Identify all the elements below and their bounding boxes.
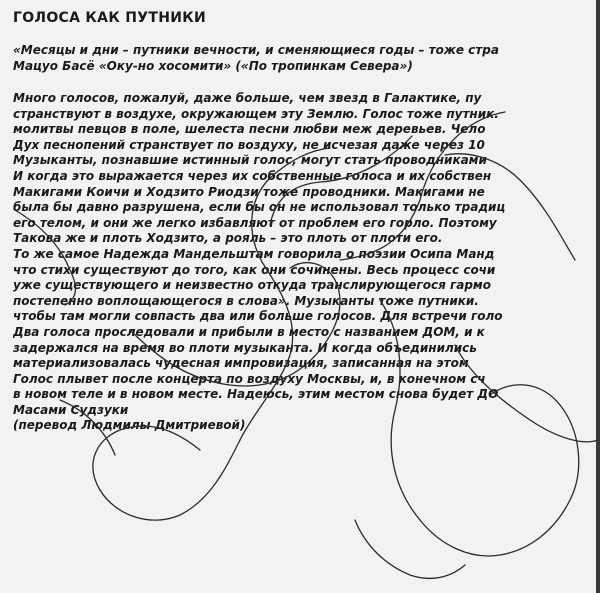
body-line: чтобы там могли совпасть два или больше голосов. Для встречи голо xyxy=(13,309,503,324)
scribble-stroke xyxy=(420,500,570,556)
author-signature: Масами Судзуки xyxy=(13,402,129,417)
body-line: Много голосов, пожалуй, даже больше, чем звезд в Галактике, пу xyxy=(13,91,482,105)
body-line: И когда это выражается через их собственные голоса и их собствен xyxy=(13,168,492,183)
body-line: Такова же и плоть Ходзито, а рояль – это плоть от плоти его. xyxy=(13,231,443,246)
body-line: молитвы певцов в поле, шелеста песни любви меж деревьев. Чело xyxy=(13,122,486,137)
body-line: Два голоса проследовали и прибыли в место с названием ДОМ, и к xyxy=(13,324,485,339)
body-line: постепенно воплощающегося в слова». Музыканты тоже путники. xyxy=(13,293,479,308)
epigraph xyxy=(13,43,600,74)
body-line: в новом теле и в новом месте. Надеюсь, этим местом снова будет ДО xyxy=(13,387,499,402)
body-line: была бы давно разрушена, если бы он не использовал только традиц xyxy=(13,200,506,215)
essay-body xyxy=(13,91,600,434)
body-line: задержался на время во плоти музыканта. И когда объединились xyxy=(13,340,477,355)
body-line: Голос плывет после концерта по воздуху Москвы, и, в конечном сч xyxy=(13,371,486,386)
body-line: странствуют в воздухе, окружающем эту Землю. Голос тоже путник. xyxy=(13,106,499,121)
page-title: ГОЛОСА КАК ПУТНИКИ xyxy=(13,10,206,26)
epigraph-line: «Месяцы и дни – путники вечности, и сменяющиеся годы – тоже стра xyxy=(13,43,499,57)
body-line: Макигами Коичи и Ходзито Риодзи тоже проводники. Макигами не xyxy=(13,184,485,199)
scribble-stroke xyxy=(93,426,200,490)
epigraph-line: Мацуо Басё «Оку-но хосомити» («По тропинкам Севера») xyxy=(13,58,413,73)
body-line: Музыканты, познавшие истинный голос, могут стать проводниками xyxy=(13,153,487,168)
body-line: что стихи существуют до того, как они сочинены. Весь процесс сочи xyxy=(13,262,496,277)
body-line: То же самое Надежда Мандельштам говорила о поэзии Осипа Манд xyxy=(13,246,495,261)
body-line: его телом, и они же легко избавляют от проблем его горло. Поэтому xyxy=(13,215,497,230)
scribble-stroke xyxy=(100,440,240,520)
translator-credit: (перевод Людмилы Дмитриевой) xyxy=(13,418,246,433)
body-line: уже существующего и неизвестно откуда транслирующегося гармо xyxy=(13,278,491,293)
body-line: материализовалась чудесная импровизация, записанная на этом xyxy=(13,356,469,371)
body-line: Дух песнопений странствует по воздуху, не исчезая даже через 10 xyxy=(13,137,485,152)
scribble-stroke xyxy=(355,520,465,578)
